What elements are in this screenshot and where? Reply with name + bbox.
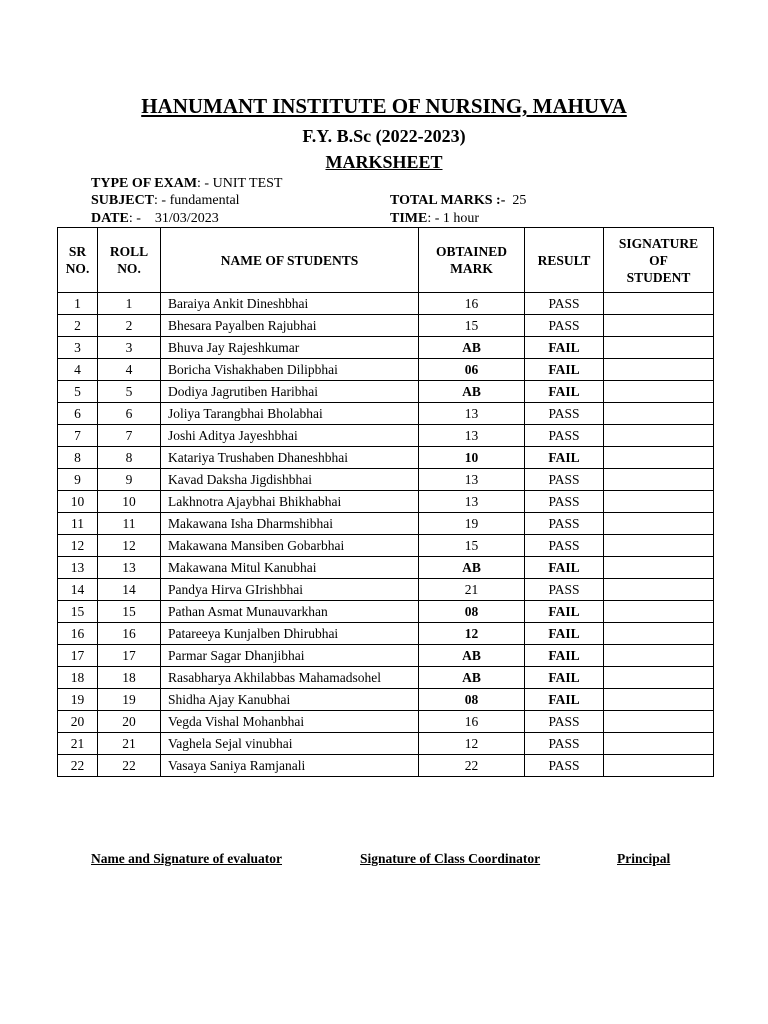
header-result: RESULT bbox=[525, 228, 604, 293]
date-label: DATE bbox=[91, 211, 129, 226]
cell-roll-no: 7 bbox=[98, 425, 161, 447]
cell-roll-no: 6 bbox=[98, 403, 161, 425]
exam-time bbox=[390, 211, 479, 227]
table-row bbox=[58, 315, 714, 337]
cell-obtained-mark: 16 bbox=[419, 293, 525, 315]
cell-signature bbox=[604, 337, 714, 359]
cell-roll-no: 15 bbox=[98, 601, 161, 623]
cell-sr-no: 2 bbox=[58, 315, 98, 337]
cell-sr-no: 9 bbox=[58, 469, 98, 491]
cell-result: FAIL bbox=[525, 381, 604, 403]
exam-type-value: : - UNIT TEST bbox=[197, 176, 283, 191]
table-row bbox=[58, 535, 714, 557]
cell-sr-no: 19 bbox=[58, 689, 98, 711]
table-row bbox=[58, 513, 714, 535]
cell-signature bbox=[604, 447, 714, 469]
cell-signature bbox=[604, 381, 714, 403]
cell-roll-no: 8 bbox=[98, 447, 161, 469]
table-row bbox=[58, 711, 714, 733]
cell-sr-no: 7 bbox=[58, 425, 98, 447]
cell-result: FAIL bbox=[525, 337, 604, 359]
time-value: : - 1 hour bbox=[427, 211, 480, 226]
cell-student-name: Vegda Vishal Mohanbhai bbox=[161, 711, 419, 733]
cell-obtained-mark: AB bbox=[419, 557, 525, 579]
cell-signature bbox=[604, 315, 714, 337]
cell-result: PASS bbox=[525, 469, 604, 491]
cell-roll-no: 5 bbox=[98, 381, 161, 403]
cell-sr-no: 14 bbox=[58, 579, 98, 601]
table-row bbox=[58, 403, 714, 425]
cell-result: PASS bbox=[525, 293, 604, 315]
cell-obtained-mark: 10 bbox=[419, 447, 525, 469]
table-row bbox=[58, 645, 714, 667]
cell-sr-no: 16 bbox=[58, 623, 98, 645]
coordinator-signature-label: Signature of Class Coordinator bbox=[360, 851, 541, 866]
cell-signature bbox=[604, 755, 714, 777]
subject-label: SUBJECT bbox=[91, 193, 155, 208]
cell-sr-no: 3 bbox=[58, 337, 98, 359]
cell-sr-no: 12 bbox=[58, 535, 98, 557]
cell-obtained-mark: 06 bbox=[419, 359, 525, 381]
cell-signature bbox=[604, 359, 714, 381]
cell-student-name: Boricha Vishakhaben Dilipbhai bbox=[161, 359, 419, 381]
cell-roll-no: 10 bbox=[98, 491, 161, 513]
cell-signature bbox=[604, 293, 714, 315]
table-row bbox=[58, 579, 714, 601]
cell-sr-no: 11 bbox=[58, 513, 98, 535]
cell-signature bbox=[604, 425, 714, 447]
cell-sr-no: 20 bbox=[58, 711, 98, 733]
table-row bbox=[58, 733, 714, 755]
cell-sr-no: 8 bbox=[58, 447, 98, 469]
cell-result: PASS bbox=[525, 733, 604, 755]
course-title: F.Y. B.Sc (2022-2023) bbox=[302, 126, 466, 146]
cell-student-name: Vasaya Saniya Ramjanali bbox=[161, 755, 419, 777]
cell-result: PASS bbox=[525, 403, 604, 425]
cell-obtained-mark: 19 bbox=[419, 513, 525, 535]
cell-student-name: Parmar Sagar Dhanjibhai bbox=[161, 645, 419, 667]
cell-sr-no: 15 bbox=[58, 601, 98, 623]
header-signature: SIGNATURE OF STUDENT bbox=[604, 228, 714, 293]
cell-roll-no: 9 bbox=[98, 469, 161, 491]
cell-roll-no: 18 bbox=[98, 667, 161, 689]
cell-result: FAIL bbox=[525, 359, 604, 381]
cell-signature bbox=[604, 645, 714, 667]
cell-obtained-mark: 22 bbox=[419, 755, 525, 777]
cell-student-name: Vaghela Sejal vinubhai bbox=[161, 733, 419, 755]
cell-student-name: Bhuva Jay Rajeshkumar bbox=[161, 337, 419, 359]
total-marks bbox=[390, 193, 526, 209]
cell-obtained-mark: 08 bbox=[419, 601, 525, 623]
cell-signature bbox=[604, 557, 714, 579]
cell-result: PASS bbox=[525, 315, 604, 337]
table-row bbox=[58, 359, 714, 381]
cell-result: FAIL bbox=[525, 689, 604, 711]
header-obtained-mark: OBTAINED MARK bbox=[419, 228, 525, 293]
table-row bbox=[58, 557, 714, 579]
cell-signature bbox=[604, 469, 714, 491]
cell-obtained-mark: 13 bbox=[419, 425, 525, 447]
table-row bbox=[58, 337, 714, 359]
cell-student-name: Patareeya Kunjalben Dhirubhai bbox=[161, 623, 419, 645]
cell-student-name: Joliya Tarangbhai Bholabhai bbox=[161, 403, 419, 425]
cell-signature bbox=[604, 601, 714, 623]
cell-obtained-mark: AB bbox=[419, 381, 525, 403]
cell-signature bbox=[604, 623, 714, 645]
cell-signature bbox=[604, 689, 714, 711]
subject-value: : - fundamental bbox=[154, 193, 240, 208]
cell-student-name: Joshi Aditya Jayeshbhai bbox=[161, 425, 419, 447]
cell-signature bbox=[604, 711, 714, 733]
cell-sr-no: 22 bbox=[58, 755, 98, 777]
cell-signature bbox=[604, 513, 714, 535]
cell-obtained-mark: 15 bbox=[419, 315, 525, 337]
cell-obtained-mark: 08 bbox=[419, 689, 525, 711]
cell-signature bbox=[604, 667, 714, 689]
cell-signature bbox=[604, 535, 714, 557]
cell-student-name: Makawana Isha Dharmshibhai bbox=[161, 513, 419, 535]
cell-obtained-mark: 13 bbox=[419, 469, 525, 491]
table-row bbox=[58, 755, 714, 777]
cell-roll-no: 20 bbox=[98, 711, 161, 733]
cell-sr-no: 1 bbox=[58, 293, 98, 315]
header-roll-no: ROLL NO. bbox=[98, 228, 161, 293]
cell-result: FAIL bbox=[525, 645, 604, 667]
cell-roll-no: 17 bbox=[98, 645, 161, 667]
cell-student-name: Makawana Mansiben Gobarbhai bbox=[161, 535, 419, 557]
table-row bbox=[58, 425, 714, 447]
cell-roll-no: 3 bbox=[98, 337, 161, 359]
cell-roll-no: 12 bbox=[98, 535, 161, 557]
cell-obtained-mark: 13 bbox=[419, 403, 525, 425]
cell-result: FAIL bbox=[525, 557, 604, 579]
cell-roll-no: 11 bbox=[98, 513, 161, 535]
cell-result: PASS bbox=[525, 535, 604, 557]
cell-sr-no: 13 bbox=[58, 557, 98, 579]
table-row bbox=[58, 293, 714, 315]
cell-student-name: Bhesara Payalben Rajubhai bbox=[161, 315, 419, 337]
cell-roll-no: 14 bbox=[98, 579, 161, 601]
cell-sr-no: 6 bbox=[58, 403, 98, 425]
cell-result: PASS bbox=[525, 755, 604, 777]
cell-student-name: Kavad Daksha Jigdishbhai bbox=[161, 469, 419, 491]
time-label: TIME bbox=[390, 211, 428, 226]
cell-student-name: Pathan Asmat Munauvarkhan bbox=[161, 601, 419, 623]
header-sr-no: SR NO. bbox=[58, 228, 98, 293]
cell-sr-no: 17 bbox=[58, 645, 98, 667]
cell-result: PASS bbox=[525, 711, 604, 733]
cell-obtained-mark: AB bbox=[419, 645, 525, 667]
table-row bbox=[58, 491, 714, 513]
cell-obtained-mark: 13 bbox=[419, 491, 525, 513]
exam-date bbox=[91, 211, 219, 227]
cell-student-name: Katariya Trushaben Dhaneshbhai bbox=[161, 447, 419, 469]
cell-result: PASS bbox=[525, 425, 604, 447]
total-marks-value: 25 bbox=[505, 193, 527, 208]
cell-result: FAIL bbox=[525, 623, 604, 645]
table-row bbox=[58, 601, 714, 623]
cell-result: PASS bbox=[525, 579, 604, 601]
cell-result: FAIL bbox=[525, 601, 604, 623]
cell-roll-no: 21 bbox=[98, 733, 161, 755]
cell-result: FAIL bbox=[525, 667, 604, 689]
cell-sr-no: 10 bbox=[58, 491, 98, 513]
cell-student-name: Lakhnotra Ajaybhai Bhikhabhai bbox=[161, 491, 419, 513]
cell-sr-no: 21 bbox=[58, 733, 98, 755]
cell-roll-no: 2 bbox=[98, 315, 161, 337]
subject bbox=[91, 193, 240, 209]
table-row bbox=[58, 469, 714, 491]
institute-title: HANUMANT INSTITUTE OF NURSING, MAHUVA bbox=[141, 94, 627, 118]
cell-obtained-mark: 12 bbox=[419, 733, 525, 755]
cell-obtained-mark: 21 bbox=[419, 579, 525, 601]
cell-signature bbox=[604, 579, 714, 601]
cell-student-name: Rasabharya Akhilabbas Mahamadsohel bbox=[161, 667, 419, 689]
exam-type bbox=[91, 176, 282, 192]
cell-sr-no: 4 bbox=[58, 359, 98, 381]
marks-table bbox=[57, 227, 714, 777]
cell-result: PASS bbox=[525, 491, 604, 513]
table-row bbox=[58, 689, 714, 711]
cell-obtained-mark: AB bbox=[419, 667, 525, 689]
cell-student-name: Baraiya Ankit Dineshbhai bbox=[161, 293, 419, 315]
cell-sr-no: 5 bbox=[58, 381, 98, 403]
header-student-name: NAME OF STUDENTS bbox=[161, 228, 419, 293]
principal-label: Principal bbox=[617, 851, 671, 866]
cell-roll-no: 22 bbox=[98, 755, 161, 777]
table-row bbox=[58, 667, 714, 689]
table-row bbox=[58, 381, 714, 403]
table-row bbox=[58, 623, 714, 645]
cell-roll-no: 13 bbox=[98, 557, 161, 579]
cell-roll-no: 16 bbox=[98, 623, 161, 645]
cell-obtained-mark: AB bbox=[419, 337, 525, 359]
cell-obtained-mark: 15 bbox=[419, 535, 525, 557]
cell-roll-no: 4 bbox=[98, 359, 161, 381]
cell-roll-no: 19 bbox=[98, 689, 161, 711]
cell-student-name: Dodiya Jagrutiben Haribhai bbox=[161, 381, 419, 403]
cell-sr-no: 18 bbox=[58, 667, 98, 689]
cell-roll-no: 1 bbox=[98, 293, 161, 315]
cell-result: FAIL bbox=[525, 447, 604, 469]
date-value: : - 31/03/2023 bbox=[128, 211, 219, 226]
cell-obtained-mark: 12 bbox=[419, 623, 525, 645]
cell-student-name: Shidha Ajay Kanubhai bbox=[161, 689, 419, 711]
cell-student-name: Pandya Hirva GIrishbhai bbox=[161, 579, 419, 601]
cell-signature bbox=[604, 733, 714, 755]
table-row bbox=[58, 447, 714, 469]
total-marks-label: TOTAL MARKS :- bbox=[390, 193, 506, 208]
cell-signature bbox=[604, 403, 714, 425]
cell-student-name: Makawana Mitul Kanubhai bbox=[161, 557, 419, 579]
cell-result: PASS bbox=[525, 513, 604, 535]
cell-obtained-mark: 16 bbox=[419, 711, 525, 733]
table-header-row bbox=[58, 228, 714, 293]
marksheet-title: MARKSHEET bbox=[325, 152, 443, 172]
exam-type-label: TYPE OF EXAM bbox=[91, 176, 198, 191]
cell-signature bbox=[604, 491, 714, 513]
evaluator-signature-label: Name and Signature of evaluator bbox=[91, 851, 282, 866]
